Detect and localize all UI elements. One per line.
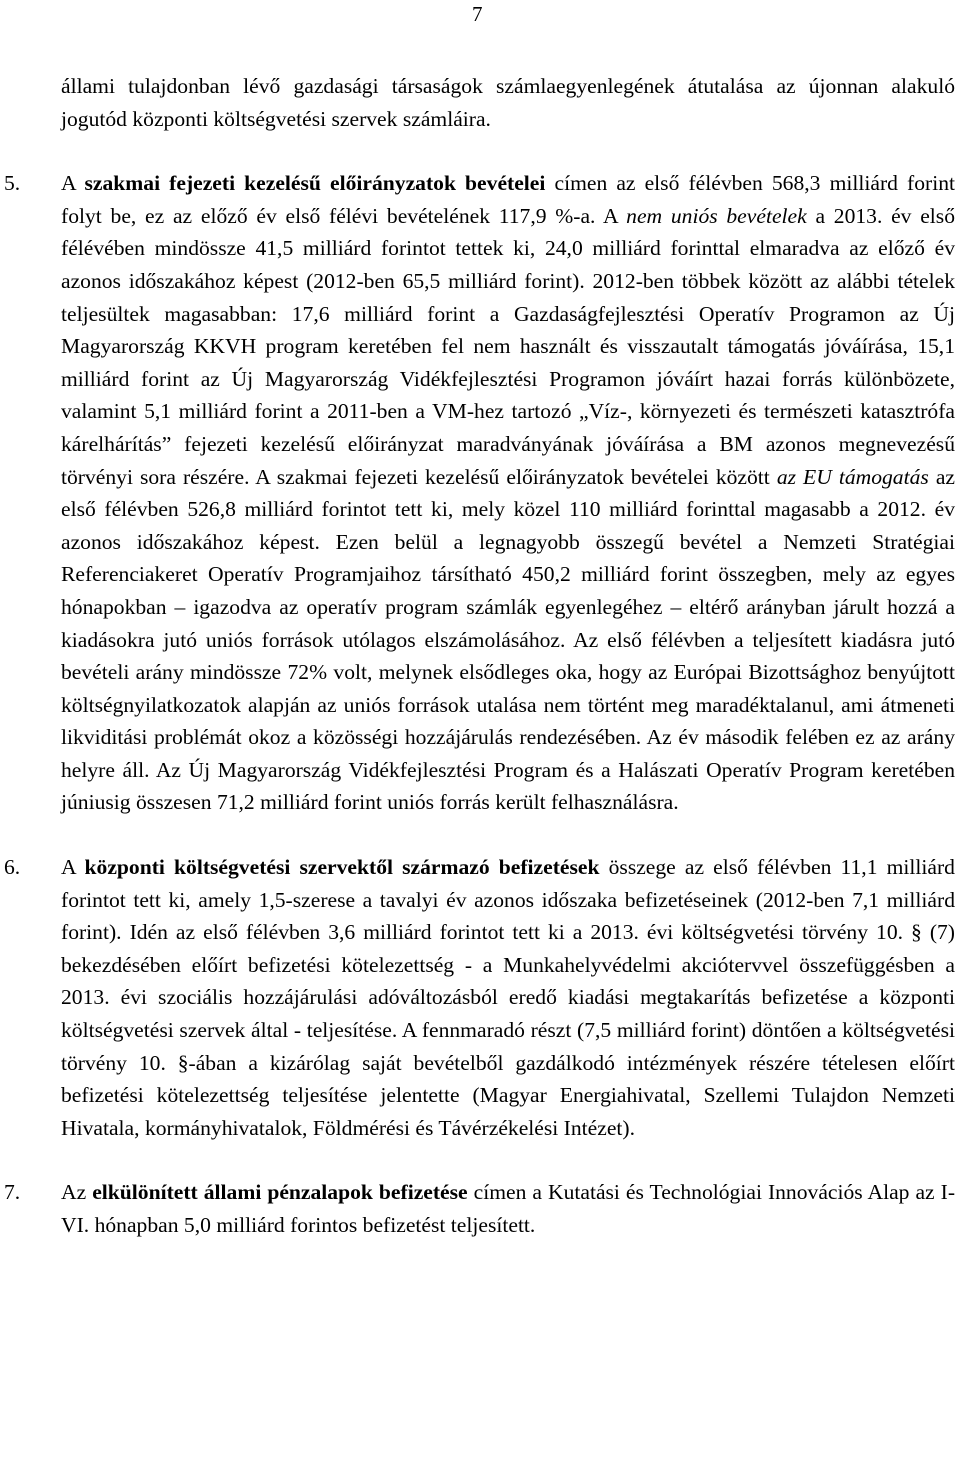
item-text: összege az első félévben 11,1 milliárd forintot tett ki, amely 1,5-szerese a tavalyi év azonos időszaka befizetéseinek (2012-ben 7,1 milliárd forint). Idén az első félévben 3,6 milliárd forintot tett ki a 2013. évi költségvetési törvény 10. § (7) bekezdésében előírt befizetési kötelezettség - a Munkahelyvédelmi akciótervvel összefüggésben a 2013. évi szociális hozzájárulási adóváltozásból eredő kiadási megtakarítás befizetése a központi költségvetési szervek által - teljesítése. A fennmaradó részt (7,5 milliárd forint) döntően a költségvetési törvény 10. §-ában a kizárólag saját bevételből gazdálkodó intézmények részére tételesen előírt befizetési kötelezettség teljesítése jelentette (Magyar Energiahivatal, Szellemi Tulajdon Nemzeti Hivatala, kormányhivatalok, Földmérési és Távérzékelési Intézet). [61, 855, 955, 1140]
item-text: A [61, 855, 85, 880]
item-heading: központi költségvetési szervektől származó befizetések [84, 855, 600, 880]
item-text: a 2013. év első félévében mindössze 41,5 milliárd forintot tettek ki, 24,0 milliárd forinttal elmaradva az előző év azonos időszakához képest (2012-ben 65,5 milliárd forint). 2012-ben többek között az alábbi tételek teljesültek magasabban: 17,6 milliárd forint a Gazdaságfejlesztési Operatív Programon az Új Magyarország KKVH program keretében fel nem használt és visszautalt támogatás jóváírása, 15,1 milliárd forint az Új Magyarország Vidékfejlesztési Programon jóváírt hazai forrás különbözete, valamint 5,1 milliárd forint a 2011-ben a VM-hez tartozó „Víz-, környezeti és természeti katasztrófa kárelhárítás” fejezeti kezelésű előirányzat maradványának jóváírása a BM azonos megnevezésű törvényi sora részére. A szakmai fejezeti kezelésű előirányzatok bevételei között [61, 203, 956, 489]
item-heading: elkülönített állami pénzalapok befizetése [92, 1180, 468, 1205]
item-emphasis: az EU támogatás [776, 464, 929, 489]
page-number: 7 [472, 2, 483, 26]
item-text: címen a Kutatási és Technológiai Innovációs Alap az I-VI. hónapban 5,0 milliárd forintos befizetést teljesített. [61, 1180, 956, 1237]
item-number: 5. [4, 171, 21, 196]
item-number: 7. [4, 1180, 21, 1205]
item-number: 6. [4, 855, 21, 880]
list-item-7 [4, 1176, 956, 1241]
item-heading: szakmai fejezeti kezelésű előirányzatok bevételei [84, 171, 546, 196]
item-text: A [61, 171, 85, 196]
item-text: címen az első félévben 568,3 milliárd forint folyt be, ez az előző év első félévi bevételének 117,9 %-a. A [61, 171, 955, 228]
list-item-5 [4, 167, 956, 819]
intro-paragraph: állami tulajdonban lévő gazdasági társaságok számlaegyenlegének átutalása az újonnan alakuló jogutód központi költségvetési szervek számláira. [61, 74, 955, 131]
item-emphasis: nem uniós bevételek [626, 203, 807, 228]
list-item-6 [4, 851, 955, 1144]
item-text: Az [61, 1180, 93, 1205]
document-body [4, 70, 956, 1242]
item-text: az első félévben 526,8 milliárd forintot tett ki, mely közel 110 milliárd forinttal magasabb a 2012. év azonos időszakához képest. Ezen belül a legnagyobb összegű bevétel a Nemzeti Stratégiai Referenciakeret Operatív Programjaihoz társítható 450,2 milliárd forint összegben, mely az egyes hónapokban – igazodva az operatív program számlák egyenlegéhez – eltérő arányban járult hozzá a kiadásokra jutó uniós források utólagos elszámolásához. Az első félévben a teljesített kiadásra jutó bevételi arány mindössze 72% volt, melynek elsődleges oka, hogy az Európai Bizottsághoz benyújtott költségnyilatkozatok alapján az uniós források utalása nem történt meg maradéktalanul, ami átmeneti likviditási problémát okoz a közösségi hozzájárulás rendezésében. Az év második felében ez az arány helyre áll. Az Új Magyarország Vidékfejlesztési Program és a Halászati Operatív Program keretében júniusig összesen 71,2 milliárd forint uniós forrás került felhasználásra. [61, 464, 955, 815]
